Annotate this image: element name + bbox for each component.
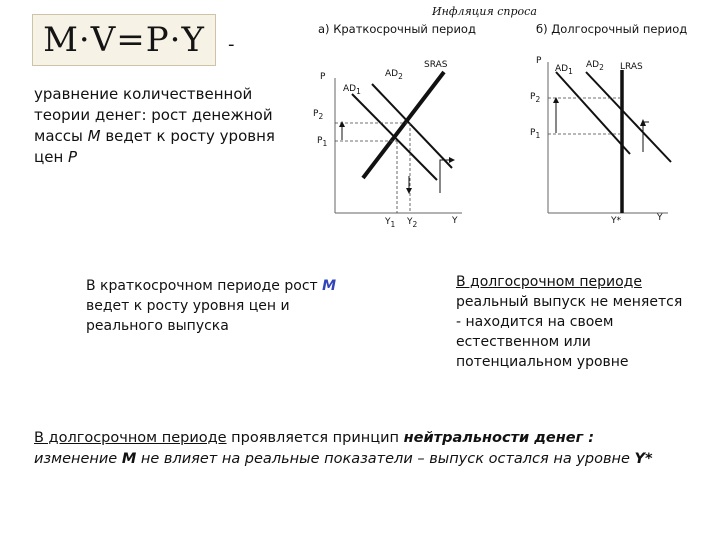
label-p1-a: $P_1$ [317,136,328,148]
curve-ad2-b [586,72,671,162]
caption-long-run: б) Долгосрочный период [536,22,688,36]
label-lras: LRAS [620,62,643,72]
formula-dash: - [228,34,235,55]
label-y2-a: $Y_2$ [407,217,418,229]
long-run-explanation: В долгосрочном периоде реальный выпуск не меняется - находится на своем естественном или потенциальном уровне [456,274,683,370]
label-ad1-a: $AD_1$ [343,84,361,96]
graph-long-run [548,62,671,213]
label-ad2-b: $AD_2$ [586,60,604,72]
label-ystar-b: Y* [611,216,621,226]
label-p2-a: $P_2$ [313,109,324,121]
short-run-explanation: В краткосрочном периоде рост M ведет к росту уровня цен и реального выпуска [86,278,337,334]
label-p-axis-b: P [536,56,542,66]
caption-short-run: а) Краткосрочный период [318,22,476,36]
label-p-axis-a: P [320,72,326,82]
label-ad2-a: $AD_2$ [385,69,403,81]
left-line-2: теории денег: рост денежной [34,106,273,124]
label-p2-b: $P_2$ [530,92,541,104]
curve-ad1-b [556,72,630,154]
left-line-3: массы M ведет к росту уровня [34,127,275,145]
neutrality-conclusion: В долгосрочном периоде проявляется принцип нейтральности денег : изменение М не влияет на реальные показатели – выпуск остался на уровне Y* [34,430,653,467]
left-line-4: цен P [34,148,78,166]
label-sras: SRAS [424,60,448,70]
label-p1-b: $P_1$ [530,128,541,140]
label-ad1-b: $AD_1$ [555,64,573,76]
formula-text: M·V=P·Y [43,20,205,60]
left-line-1: уравнение количественной [34,85,253,103]
diagram-title: Инфляция спроса [432,5,537,18]
label-y-axis-b: Y [657,213,663,223]
label-y1-a: $Y_1$ [385,217,396,229]
label-y-axis-a: Y [452,216,458,226]
